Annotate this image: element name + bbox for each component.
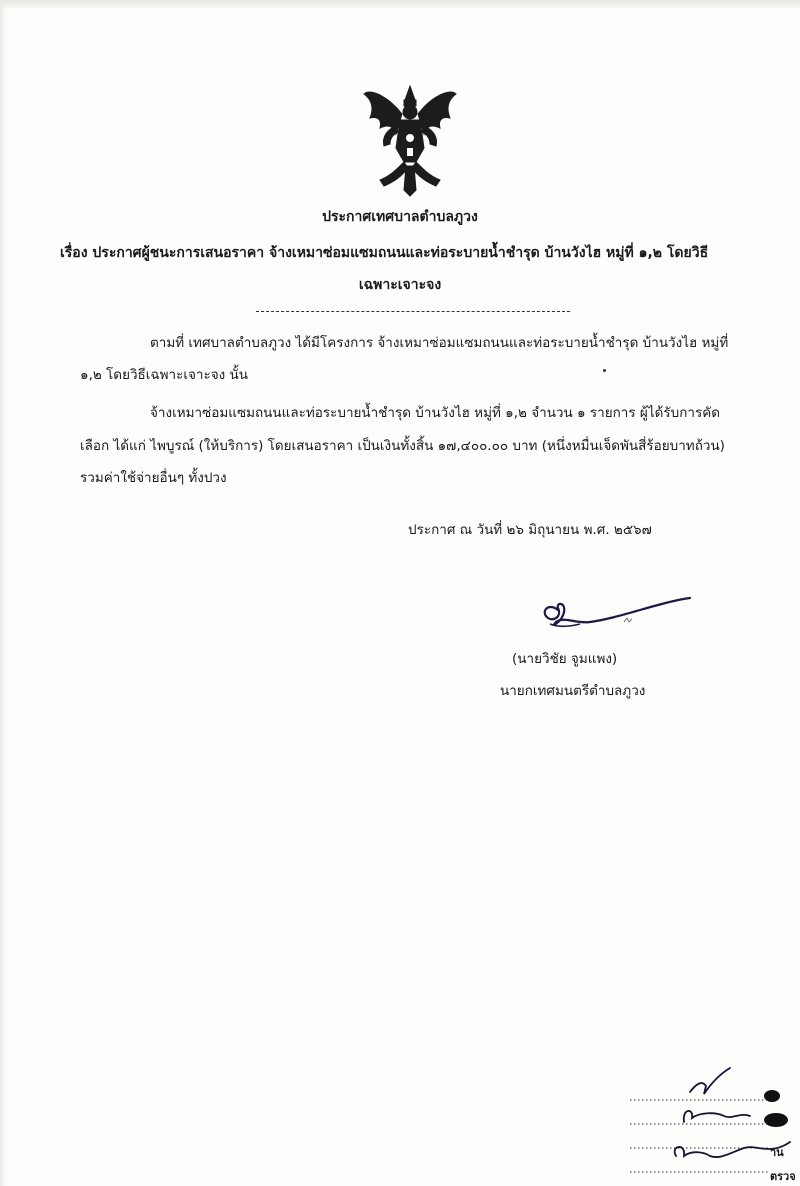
- handwritten-signature: [520, 588, 700, 648]
- paragraph-2-line-1: จ้างเหมาซ่อมแซมถนนและท่อระบายน้ำชำรุด บ้านวังไฮ หมู่ที่ ๑,๒ จำนวน ๑ รายการ ผู้ได้รับการคัด: [150, 405, 721, 421]
- signer-name: (นายวิชัย จูมแพง): [512, 651, 618, 667]
- announcement-date: ประกาศ ณ วันที่ ๒๖ มิถุนายน พ.ศ. ๒๕๖๗: [408, 522, 652, 538]
- page-edge-shadow-left: [0, 0, 6, 1186]
- header-divider: [256, 311, 570, 312]
- initials-label-2: ตรวจ: [770, 1170, 796, 1183]
- paragraph-2-line-2: เลือก ได้แก่ ไพบูรณ์ (ให้บริการ) โดยเสนอราคา เป็นเงินทั้งสิ้น ๑๗,๔๐๐.๐๐ บาท (หนึ่งหมื่นเจ็ดพันสี่ร้อยบาทถ้วน): [80, 438, 725, 454]
- page-edge-shadow: [0, 0, 800, 10]
- stray-mark: [603, 369, 606, 372]
- paragraph-1-line-1: ตามที่ เทศบาลตำบลภูวง ได้มีโครงการ จ้างเหมาซ่อมแซมถนนและท่อระบายน้ำชำรุด บ้านวังไฮ หมู่ที่: [150, 335, 729, 351]
- garuda-emblem-icon: [350, 78, 470, 198]
- signer-position: นายกเทศมนตรีตำบลภูวง: [500, 683, 646, 699]
- initials-label-1: าน: [770, 1146, 784, 1159]
- document-subject: เรื่อง ประกาศผู้ชนะการเสนอราคา จ้างเหมาซ่อมแซมถนนและท่อระบายน้ำชำรุด บ้านวังไฮ หมู่ที่ ๑,๒ โดยวิธี: [60, 245, 709, 261]
- document-title: ประกาศเทศบาลตำบลภูวง: [322, 209, 478, 225]
- paragraph-1-line-2: ๑,๒ โดยวิธีเฉพาะเจาะจง นั้น: [80, 367, 248, 383]
- paragraph-2-line-3: รวมค่าใช้จ่ายอื่นๆ ทั้งปวง: [80, 470, 227, 486]
- document-subject-continued: เฉพาะเจาะจง: [358, 277, 442, 293]
